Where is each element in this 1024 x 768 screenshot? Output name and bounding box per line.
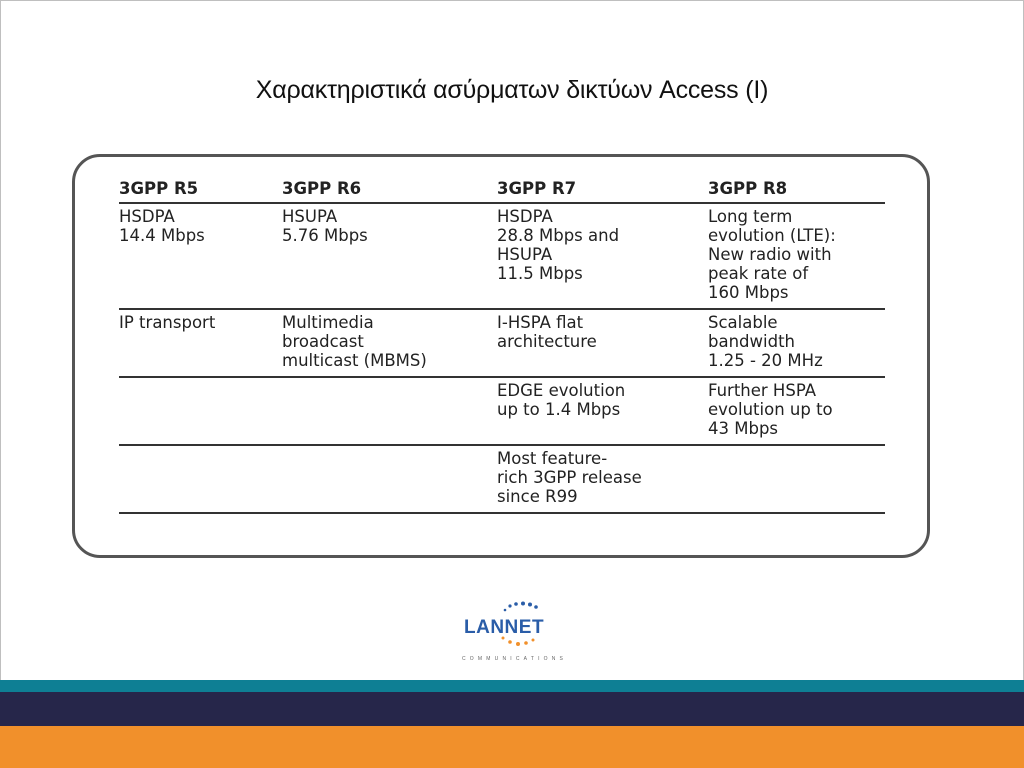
table-row: [119, 309, 885, 377]
column-header: 3GPP R8: [708, 173, 885, 203]
table-cell: IP transport: [119, 309, 282, 377]
table-cell: [119, 377, 282, 445]
column-header: 3GPP R7: [497, 173, 708, 203]
table-cell: [708, 445, 885, 513]
table-row: [119, 377, 885, 445]
table-cell: Scalable bandwidth 1.25 - 20 MHz: [708, 309, 885, 377]
spec-table: [119, 173, 885, 514]
table-cell: HSUPA 5.76 Mbps: [282, 203, 497, 309]
footer-band-navy: [0, 692, 1024, 726]
logo-tagline: COMMUNICATIONS: [462, 656, 568, 662]
table-cell: Long term evolution (LTE): New radio with peak rate of 160 Mbps: [708, 203, 885, 309]
table-cell: EDGE evolution up to 1.4 Mbps: [497, 377, 708, 445]
logo-name: LANNET: [464, 617, 545, 638]
table-row: [119, 203, 885, 309]
column-header: 3GPP R6: [282, 173, 497, 203]
table-cell: [119, 445, 282, 513]
table-cell: Further HSPA evolution up to 43 Mbps: [708, 377, 885, 445]
table-cell: [282, 377, 497, 445]
table-cell: HSDPA 28.8 Mbps and HSUPA 11.5 Mbps: [497, 203, 708, 309]
lannet-logo: [458, 600, 582, 670]
table-cell: HSDPA 14.4 Mbps: [119, 203, 282, 309]
footer-band-orange: [0, 726, 1024, 768]
table-row: [119, 445, 885, 513]
table-cell: Most feature- rich 3GPP release since R99: [497, 445, 708, 513]
table-cell: Multimedia broadcast multicast (MBMS): [282, 309, 497, 377]
slide-title: Χαρακτηριστικά ασύρματων δικτύων Access (I): [255, 76, 769, 104]
table-cell: [282, 445, 497, 513]
column-header: 3GPP R5: [119, 173, 282, 203]
table-cell: I-HSPA flat architecture: [497, 309, 708, 377]
table-header-row: [119, 173, 885, 203]
footer-band-teal: [0, 680, 1024, 692]
